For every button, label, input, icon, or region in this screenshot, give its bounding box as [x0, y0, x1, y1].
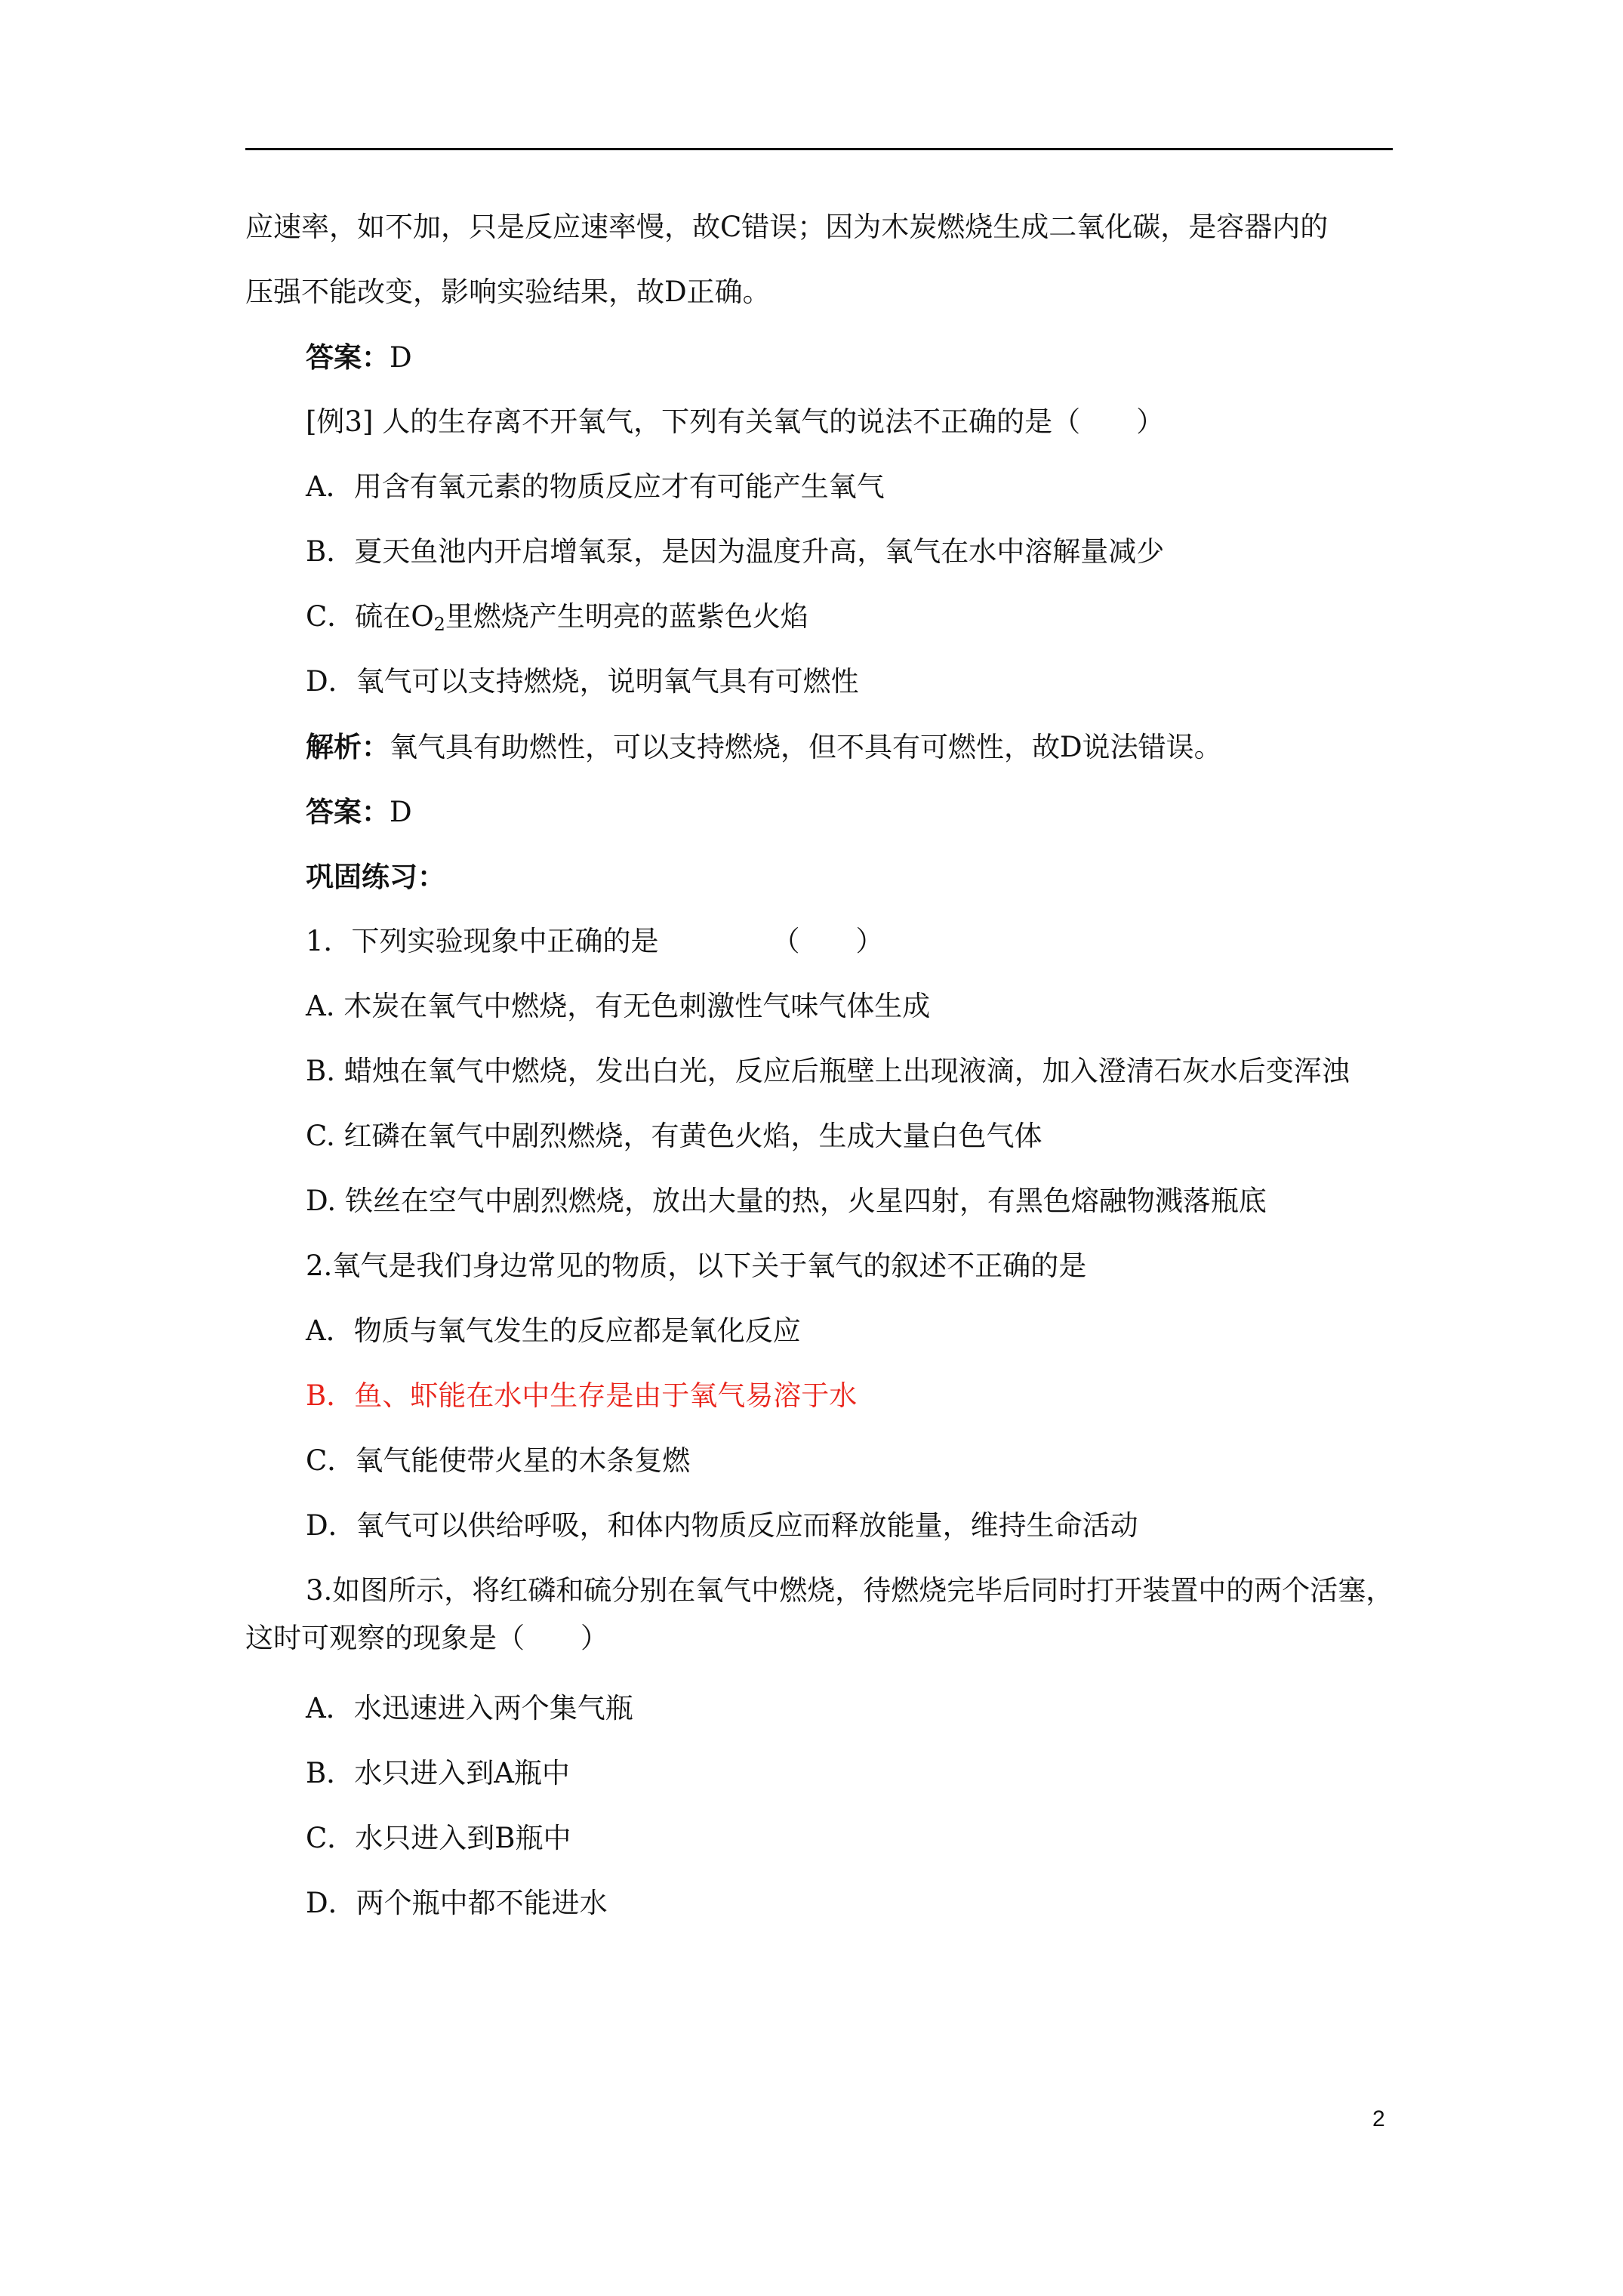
- q1-option-d: D. 铁丝在空气中剧烈燃烧，放出大量的热，火星四射，有黑色熔融物溅落瓶底: [306, 1185, 1267, 1217]
- question-1: [306, 923, 1468, 960]
- example-3-question: [例3] 人的生存离不开氧气，下列有关氧气的说法不正确的是（ ）: [306, 405, 1165, 438]
- answer-label: 答案：: [306, 795, 390, 828]
- analysis-text: 氧气具有助燃性，可以支持燃烧，但不具有可燃性，故D说法错误。: [390, 731, 1222, 763]
- question-1-text: 1．下列实验现象中正确的是: [306, 925, 659, 957]
- analysis-label: 解析：: [306, 730, 390, 763]
- option-b: B．夏天鱼池内开启增氧泵，是因为温度升高，氧气在水中溶解量减少: [306, 535, 1165, 568]
- practice-heading: 巩固练习：: [306, 860, 445, 893]
- answer-line: [306, 793, 1468, 831]
- question-3: 3.如图所示，将红磷和硫分别在氧气中燃烧，待燃烧完毕后同时打开装置中的两个活塞，: [306, 1574, 1394, 1607]
- question-3-continued: 这时可观察的现象是（ ）: [245, 1622, 608, 1654]
- option-c: [306, 598, 1468, 643]
- q2-option-c: C．氧气能使带火星的木条复燃: [306, 1444, 691, 1477]
- page-number: 2: [1372, 2106, 1385, 2131]
- q3-option-b: B．水只进入到A瓶中: [306, 1757, 570, 1789]
- option-c-suffix: 里燃烧产生明亮的蓝紫色火焰: [445, 600, 808, 633]
- option-d: D．氧气可以支持燃烧，说明氧气具有可燃性: [306, 665, 859, 698]
- q3-option-a: A．水迅速进入两个集气瓶: [306, 1692, 633, 1724]
- oxygen-symbol: O: [411, 600, 434, 633]
- header-rule: [245, 148, 1393, 150]
- question-2: 2.氧气是我们身边常见的物质，以下关于氧气的叙述不正确的是: [306, 1250, 1087, 1282]
- q3-option-d: D．两个瓶中都不能进水: [306, 1887, 608, 1919]
- answer-value: D: [390, 341, 412, 374]
- q1-option-a: A. 木炭在氧气中燃烧，有无色刺激性气味气体生成: [306, 990, 931, 1022]
- option-a: A．用含有氧元素的物质反应才有可能产生氧气: [306, 470, 885, 503]
- answer-blank: （ ）: [771, 925, 884, 957]
- q1-option-b: B. 蜡烛在氧气中燃烧，发出白光，反应后瓶壁上出现液滴，加入澄清石灰水后变浑浊: [306, 1055, 1350, 1087]
- q3-option-c: C．水只进入到B瓶中: [306, 1822, 571, 1854]
- answer-line: [306, 338, 1468, 377]
- analysis-line: [306, 728, 1468, 766]
- q2-option-b-highlighted: B．鱼、虾能在水中生存是由于氧气易溶于水: [306, 1379, 858, 1412]
- text-line: 应速率，如不加，只是反应速率慢，故C错误；因为木炭燃烧生成二氧化碳，是容器内的: [245, 211, 1329, 243]
- answer-value: D: [390, 796, 412, 828]
- answer-label: 答案：: [306, 341, 390, 374]
- oxygen-subscript: 2: [433, 614, 445, 635]
- option-c-prefix: C．硫在: [306, 600, 411, 633]
- q1-option-c: C. 红磷在氧气中剧烈燃烧，有黄色火焰，生成大量白色气体: [306, 1120, 1042, 1152]
- q2-option-a: A．物质与氧气发生的反应都是氧化反应: [306, 1314, 801, 1347]
- text-line: 压强不能改变，影响实验结果，故D正确。: [245, 276, 771, 308]
- q2-option-d: D．氧气可以供给呼吸，和体内物质反应而释放能量，维持生命活动: [306, 1509, 1138, 1542]
